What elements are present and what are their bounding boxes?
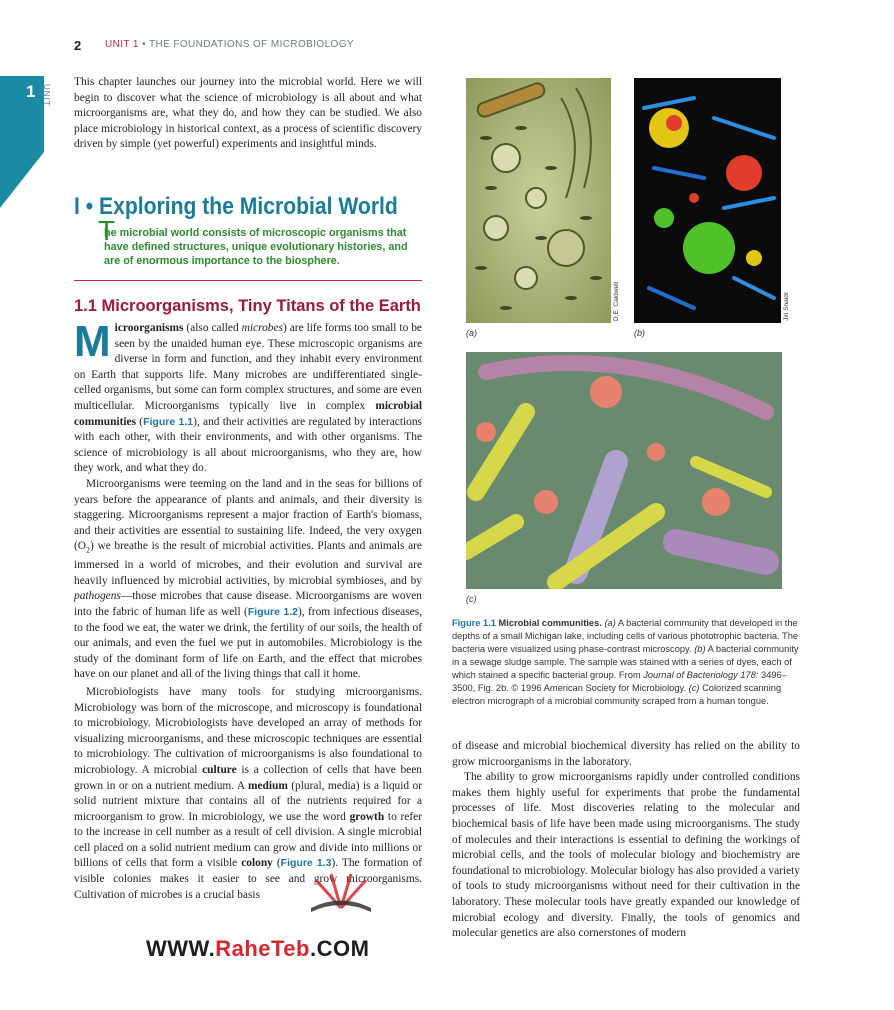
term-microbes: microbes: [241, 322, 283, 334]
figure-link-1-2[interactable]: Figure 1.2: [247, 605, 298, 618]
caption-citation: 3496–3500, Fig. 2b. © 1996 American Society for Microbiology.: [452, 670, 787, 693]
text-run: (: [272, 857, 281, 870]
watermark-url: [146, 936, 369, 962]
running-header-separator: •: [142, 39, 146, 50]
figure-link-1-3[interactable]: Figure 1.3: [280, 857, 332, 870]
unit-tab: [0, 70, 44, 210]
section-title: I • Exploring the Microbial World: [74, 193, 398, 220]
chapter-intro: [74, 75, 422, 153]
caption-text-b: A bacterial community in a sewage sludge sample. The sample was stained with a series of dyes, each of which stained a specific bacterial group. From: [452, 644, 799, 680]
text-run: ), from infectious diseases, to the food we eat, the water we drink, the fertility of our soils, the health of our animals, and even the fuel we put in automobiles. Microbiology is the study of the dominant form of life on Earth, and the effect that microbes have on our planet and all of the living things that call it home.: [74, 605, 422, 681]
paragraph-1: [74, 317, 422, 477]
keyword-medium: medium: [247, 779, 288, 792]
text-run: (plural, media) is a liquid or solid nutrient mixture that contains all of the nutrients required for a microorganism to grow. In microbiology, we use the word: [74, 779, 422, 823]
figure-link-1-1[interactable]: Figure 1.1: [143, 415, 194, 428]
text-run: (also called: [183, 322, 242, 334]
section-divider: [74, 280, 422, 281]
section-intro-text: he microbial world consists of microscopic organisms that have defined structures, unique evolutionary histories, and are of enormous importance to the biosphere.: [104, 227, 408, 267]
unit-tab-number: 1: [26, 82, 36, 101]
subscript: 2: [86, 545, 91, 555]
watermark-prefix: WWW.: [146, 936, 216, 961]
caption-label-a: (a): [604, 618, 616, 628]
keyword-growth: growth: [349, 810, 385, 823]
caption-label-c: (c): [688, 683, 700, 693]
caption-text-c: Colorized scanning electron micrograph of a microbial community scraped from a human tongue.: [452, 683, 782, 706]
photo-credit-b: Jiri Snaidr: [783, 292, 790, 321]
figure-label-b: (b): [634, 328, 645, 338]
running-header-title: THE FOUNDATIONS OF MICROBIOLOGY: [148, 39, 354, 50]
chapter-intro-text: This chapter launches our journey into the microbial world. Here we will begin to discover what the science of microbiology is all about and what microorganisms are, what they do, and how they can be studied. We also place microbiology in historical context, as a process of scientific discovery driven by simple (yet powerful) experiments and insightful minds.: [74, 76, 422, 151]
figure-1-1-caption: [452, 617, 802, 708]
figure-1-1c-image: [466, 352, 782, 589]
paragraph-r1: of disease and microbial biochemical diversity has relied on the ability to grow microorganisms in the laboratory.: [452, 740, 800, 768]
unit-tab-label: UNIT: [42, 84, 51, 107]
term-pathogens: pathogens: [74, 590, 121, 603]
figure-1-1a-image: [466, 78, 611, 323]
watermark-suffix: .COM: [309, 936, 370, 961]
text-run: —those microbes that cause disease. Microorganisms are woven into the fabric of human life as well (: [74, 590, 422, 618]
left-column-body: [74, 317, 423, 903]
paragraph-r2: The ability to grow microorganisms rapidly under controlled conditions makes them highly useful for experiments that probe the fundamental processes of life. Most discoveries relating to the molecular and biochemical basis of life have been made using microorganisms. The study of molecules and their interactions is essential to defining the workings of microbial cells, and the tools of molecular biology and biochemistry are foundational to microbiology. Molecular biology has also provided a variety of tools to study microorganisms without need for their cultivation in the laboratory. These molecular tools have greatly expanded our knowledge of microbial ecology and diversity. Finally, the tools of genomics and molecular genetics are also cornerstones of modern: [452, 771, 800, 940]
text-run: ) we breathe is the result of microbial activities. Plants and animals are immersed in a world of microbes, and their evolution and survival are heavily influenced by microbial activities, by microbial symbioses, and by: [74, 540, 422, 587]
photo-credit-a: D.E. Caldwell: [613, 282, 620, 322]
text-run: is a collection of cells that have been grown in or on a nutrient medium. A: [74, 763, 422, 792]
section-intro-dropcap: T: [98, 215, 116, 246]
keyword-colony: colony: [241, 857, 273, 870]
keyword-microbial-communities: microbial communities: [74, 399, 422, 428]
caption-title: Microbial communities.: [498, 618, 602, 628]
text-run: ). The formation of visible colonies makes it easier to see and grow microorganisms. Cultivation of microbes is a crucial basis: [74, 857, 422, 901]
running-header-unit: UNIT 1: [105, 39, 139, 50]
watermark-logo: [296, 868, 386, 933]
caption-journal: Journal of Bacteriology 178:: [643, 670, 759, 680]
paragraph-2: [74, 477, 422, 683]
text-run: Microorganisms were teeming on the land and in the seas for billions of years before the appearance of plants and animals, and their diversity is staggering. Microorganisms represent a major fraction of Earth's biomass, and their activities are essential to sustaining life. Indeed, the very oxygen (O: [74, 477, 422, 553]
text-run: (: [136, 415, 144, 428]
figure-1-1b-image: [634, 78, 781, 323]
unit-tab-shape: [0, 70, 44, 210]
text-run: to refer to the increase in cell number as a result of cell division. A single microbial cell placed on a solid nutrient medium can grow and divide into millions or billions of cells that form a visible: [74, 810, 423, 870]
running-header: [105, 39, 354, 50]
subsection-title: 1.1 Microorganisms, Tiny Titans of the Earth: [74, 297, 421, 315]
figure-label-a: (a): [466, 328, 477, 338]
text-run: Microbiologists have many tools for studying microorganisms. Microbiology was born of the microscope, and microscopy is foundational to microbiology. Microbiologists have developed an array of methods for visualizing microorganisms, and these microscopic techniques are essential to microbiology. The cultivation of microorganisms is also foundational to microbiology. A microbial: [74, 685, 422, 776]
text-run: ), and their activities are regulated by interactions with each other, with their environments, and with other organisms. The science of microbiology is all about microorganisms, who they are, how they work, and what they do.: [74, 415, 422, 475]
section-intro: [98, 215, 422, 268]
caption-figure-id: Figure 1.1: [452, 618, 496, 628]
caption-label-b: (b): [694, 644, 706, 654]
figure-label-c: (c): [466, 594, 477, 604]
caption-text-a: A bacterial community that developed in the depths of a small Michigan lake, including cells of various phototrophic bacteria. The bacteria were visualized using phase-contrast microscopy.: [452, 618, 799, 654]
paragraph-dropcap: M: [74, 317, 111, 366]
page-number: 2: [74, 38, 82, 53]
keyword-culture: culture: [202, 763, 237, 776]
keyword-microorganisms: icroorganisms: [114, 322, 184, 334]
text-run: ) are life forms too small to be seen by the unaided human eye. These microscopic organisms are diverse in form and function, and they inhabit every environment on Earth that supports life. Many microbes are undifferentiated single-celled organisms, but some can form complex structures, and some are even multicellular. Microorganisms typically live in complex: [74, 322, 422, 412]
right-column-body: [452, 739, 800, 942]
watermark-brand: RaheTeb: [215, 936, 310, 961]
